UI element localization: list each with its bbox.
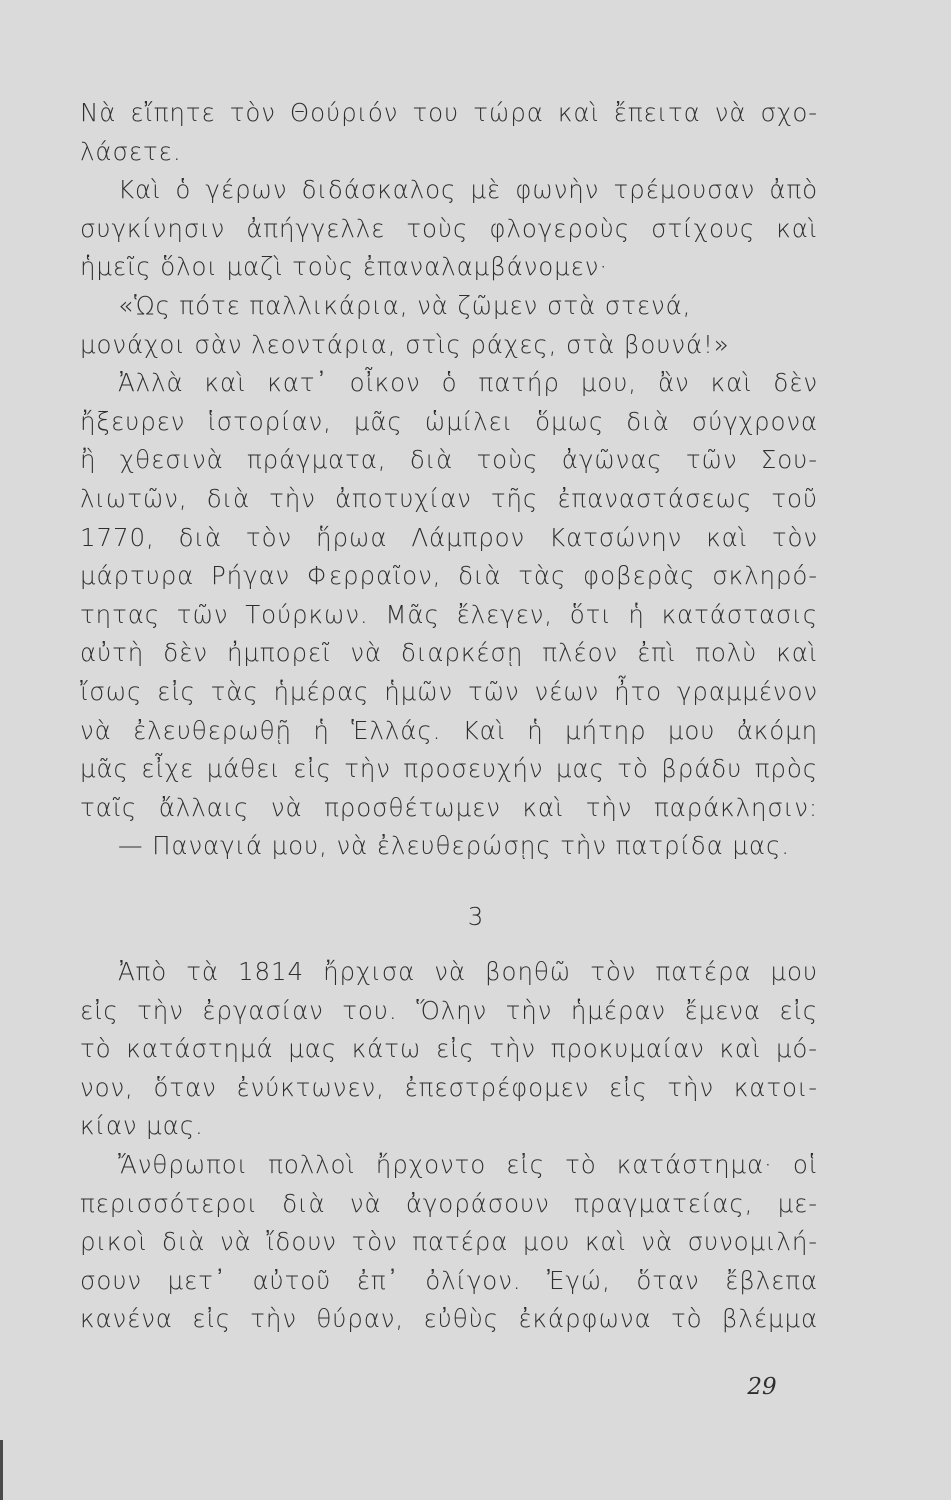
dialogue-line: — Παναγιά μου, νὰ ἐλευθερώσῃς τὴν πατρίδα μας. [118,831,790,861]
text-line: νὰ ἐλευθερωθῇ ἡ Ἑλλάς. Καὶ ἡ μήτηρ μου ἀκόμη [80,715,818,745]
text-line: κίαν μας. [80,1111,204,1141]
text-line: περισσότεροι διὰ νὰ ἀγοράσουν πραγματείας, με- [80,1188,818,1218]
text-line: ρικοὶ διὰ νὰ ἴδουν τὸν πατέρα μου καὶ νὰ συνομιλή- [80,1227,818,1257]
text-lower-block [80,953,818,1339]
text-line: Ἄνθρωποι πολλοὶ ἤρχοντο εἰς τὸ κατάστημα· οἱ [118,1149,818,1179]
text-line: ἴσως εἰς τὰς ἡμέρας ἡμῶν τῶν νέων ἦτο γραμμένον [80,676,818,706]
text-line: μάρτυρα Ρήγαν Φερραῖον, διὰ τὰς φοβερὰς σκληρό- [80,561,818,591]
text-line: συγκίνησιν ἀπήγγελλε τοὺς φλογεροὺς στίχους καὶ [80,213,818,243]
text-line: Ἀλλὰ καὶ κατ᾽ οἶκον ὁ πατήρ μου, ἂν καὶ δὲν [118,368,818,398]
text-line: ταῖς ἄλλαις νὰ προσθέτωμεν καὶ τὴν παράκλησιν: [80,792,818,822]
text-line: Ἀπὸ τὰ 1814 ἤρχισα νὰ βοηθῶ τὸν πατέρα μου [118,957,818,986]
text-line: τητας τῶν Τούρκων. Μᾶς ἔλεγεν, ὅτι ἡ κατάστασις [80,599,818,629]
section-number: 3 [467,902,484,931]
text-line: μᾶς εἶχε μάθει εἰς τὴν προσευχήν μας τὸ βράδυ πρὸς [80,754,818,784]
verse-line: «Ὡς πότε παλλικάρια, νὰ ζῶμεν στὰ στενά, [118,290,692,320]
page-number: 29 [747,1374,777,1400]
text-line: εἰς τὴν ἐργασίαν του. Ὅλην τὴν ἡμέραν ἔμενα εἰς [80,995,818,1025]
text-line: νον, ὅταν ἐνύκτωνεν, ἐπεστρέφομεν εἰς τὴν κατοι- [80,1072,818,1102]
scan-edge-mark [0,1440,3,1500]
text-line: αὐτὴ δὲν ἠμπορεῖ νὰ διαρκέσῃ πλέον ἐπὶ πολὺ καὶ [80,638,818,668]
text-line: σουν μετ᾽ αὐτοῦ ἐπ᾽ ὀλίγον. Ἐγώ, ὅταν ἔβλεπα [80,1265,818,1295]
text-line: ἤξευρεν ἱστορίαν, μᾶς ὡμίλει ὅμως διὰ σύγχρονα [80,406,818,436]
text-upper-block [80,94,818,866]
text-line: λιωτῶν, διὰ τὴν ἀποτυχίαν τῆς ἐπαναστάσεως τοῦ [80,483,818,513]
text-line: 1770, διὰ τὸν ἥρωα Λάμπρον Κατσώνην καὶ τὸν [80,522,818,552]
text-line: Νὰ εἴπητε τὸν Θούριόν του τώρα καὶ ἔπειτα νὰ σχο- [80,98,818,127]
text-line: Καὶ ὁ γέρων διδάσκαλος μὲ φωνὴν τρέμουσαν ἀπὸ [118,175,818,205]
text-line: λάσετε. [80,136,182,166]
text-line: κανένα εἰς τὴν θύραν, εὐθὺς ἐκάρφωνα τὸ βλέμμα [80,1304,818,1334]
verse-line: μονάχοι σὰν λεοντάρια, στὶς ράχες, στὰ βουνά!» [80,329,730,359]
text-line: ἡμεῖς ὅλοι μαζὶ τοὺς ἐπαναλαμβάνομεν· [80,252,609,282]
text-line: τὸ κατάστημά μας κάτω εἰς τὴν προκυμαίαν καὶ μό- [80,1034,818,1064]
text-line: ἢ χθεσινὰ πράγματα, διὰ τοὺς ἀγῶνας τῶν Σου- [80,445,818,475]
